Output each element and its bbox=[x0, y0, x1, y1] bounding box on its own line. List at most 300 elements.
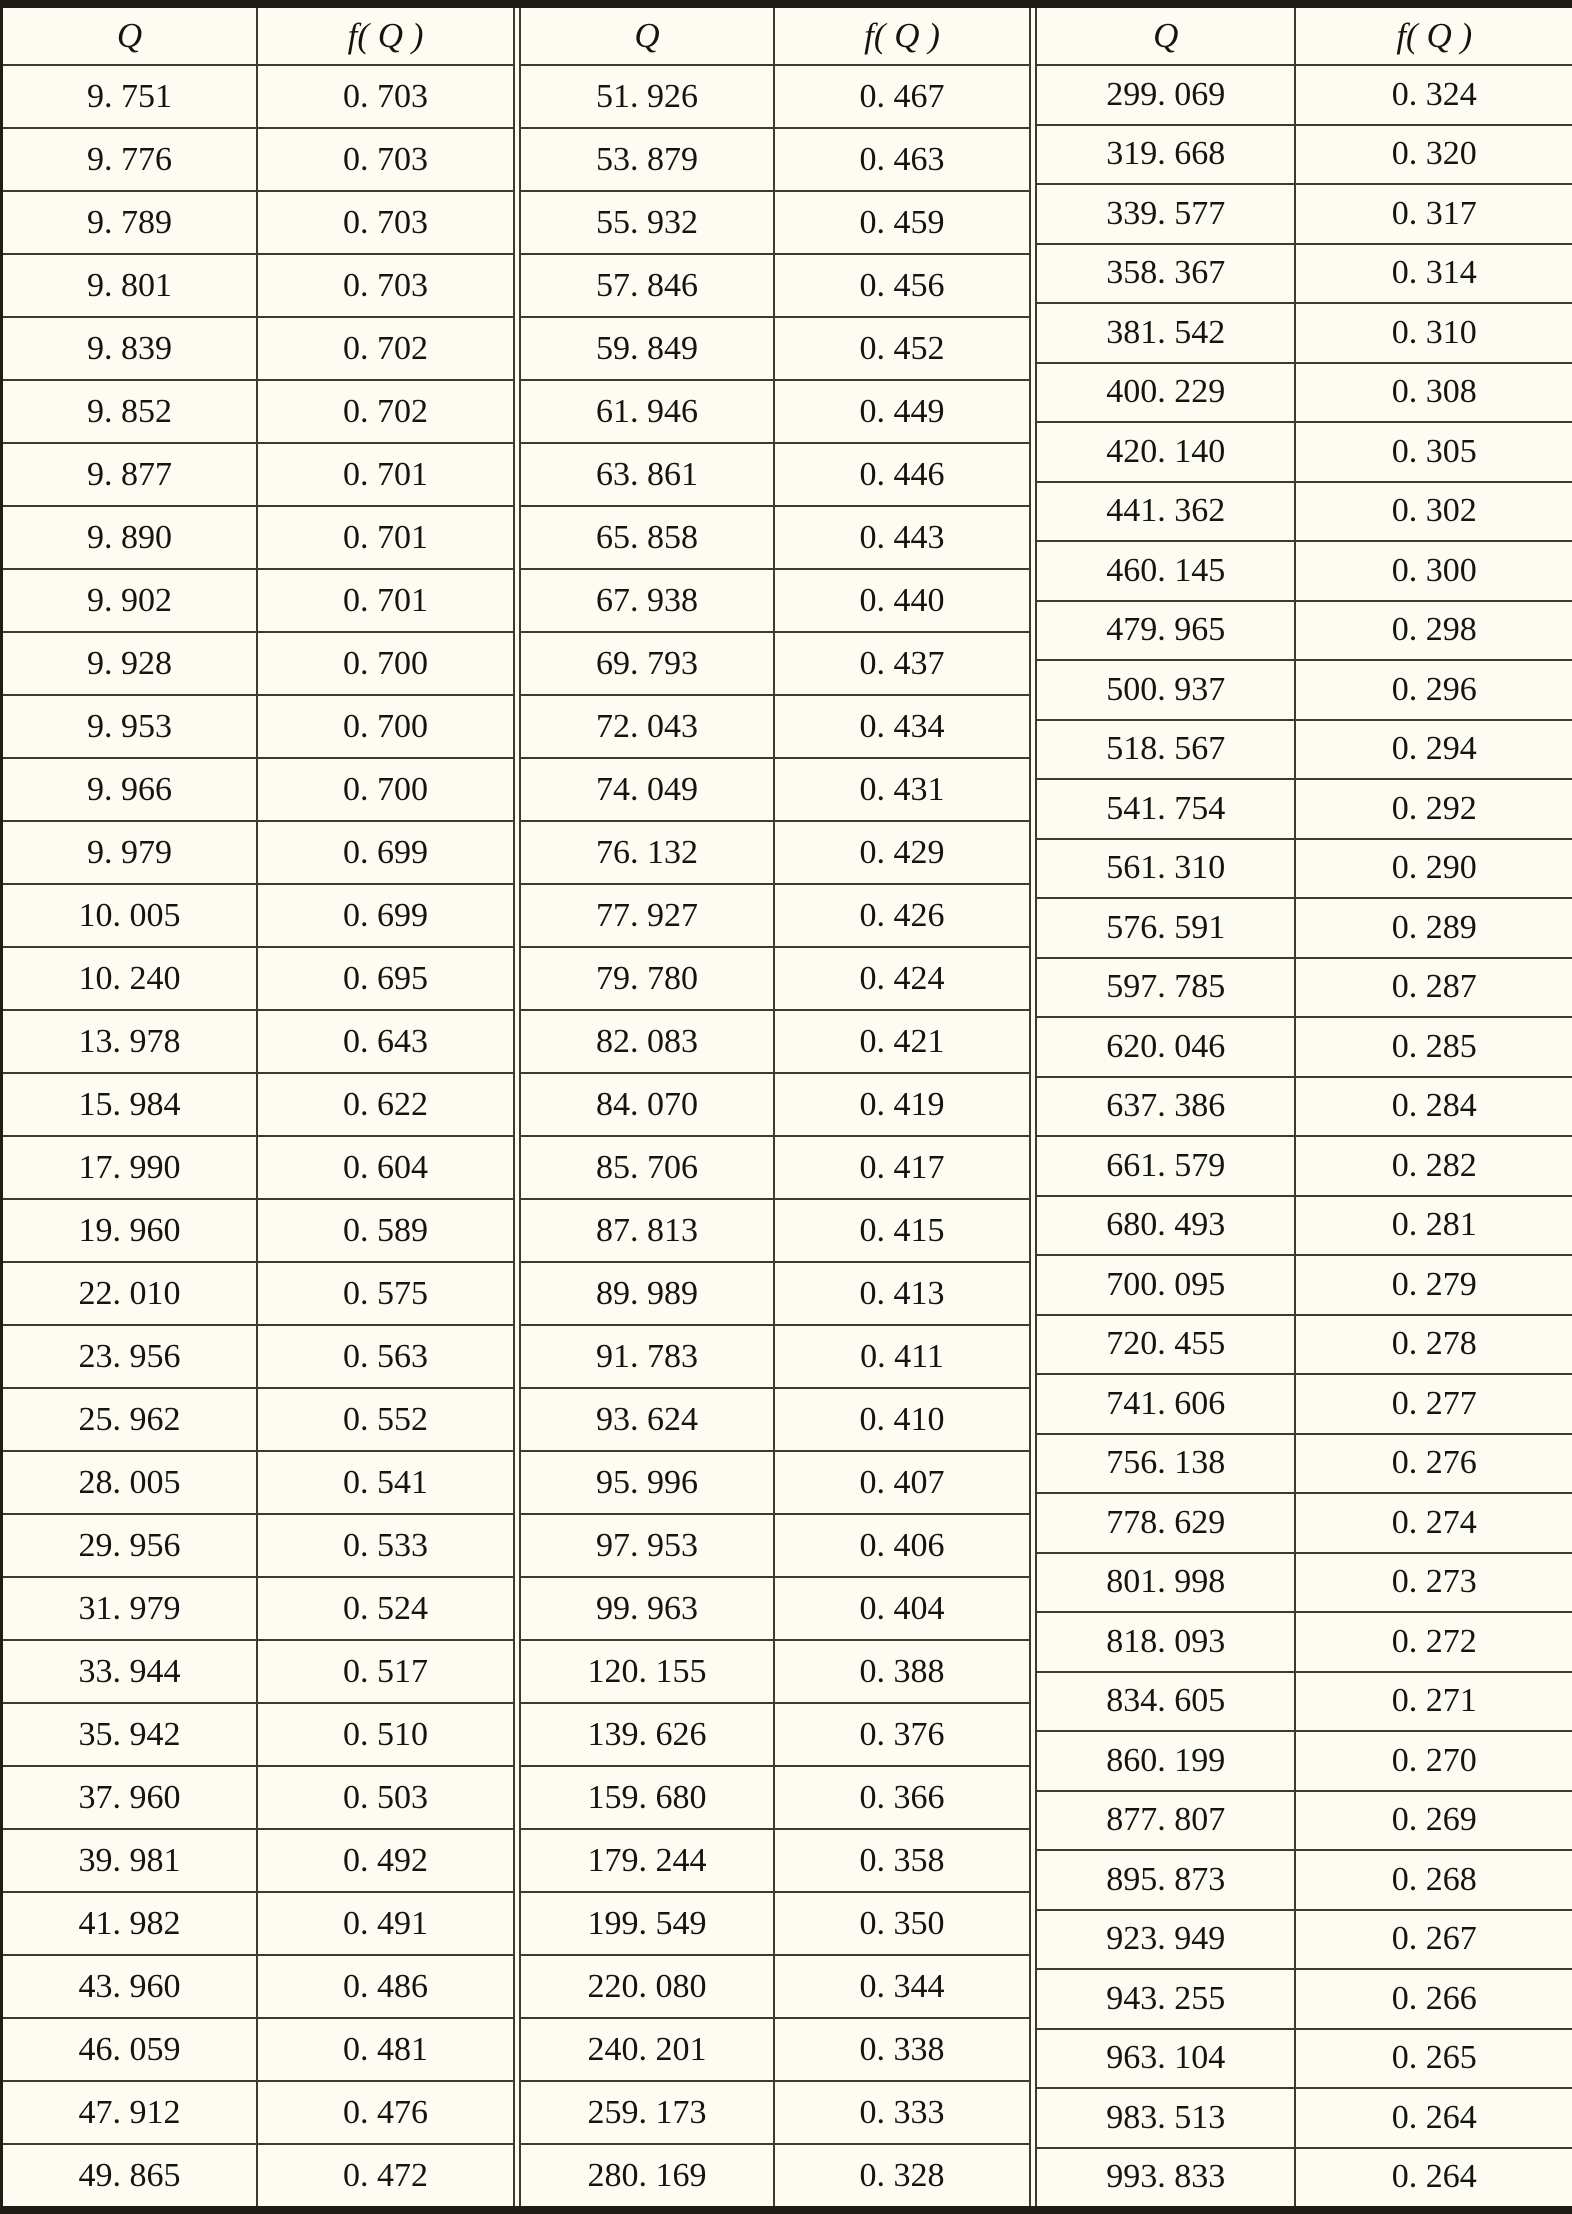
q-value-cell: 17. 990 bbox=[3, 1137, 258, 1198]
fq-value-cell: 0. 407 bbox=[859, 1463, 945, 1501]
table-row bbox=[3, 2082, 513, 2145]
q-value-cell: 19. 960 bbox=[3, 1200, 258, 1261]
table-row bbox=[3, 1074, 513, 1137]
table-row bbox=[521, 1956, 1029, 2019]
q-value-cell: 479. 965 bbox=[1037, 602, 1296, 660]
fq-value-cell: 0. 294 bbox=[1391, 730, 1477, 768]
fq-value-cell: 0. 404 bbox=[859, 1589, 945, 1627]
fq-value-cell: 0. 472 bbox=[343, 2156, 428, 2194]
q-value-cell: 895. 873 bbox=[1037, 1851, 1296, 1909]
fq-value-cell: 0. 703 bbox=[343, 140, 428, 178]
fq-value-cell: 0. 702 bbox=[343, 392, 428, 430]
fq-value-cell: 0. 481 bbox=[343, 2030, 428, 2068]
q-value-cell: 69. 793 bbox=[521, 633, 775, 694]
table-row bbox=[3, 948, 513, 1011]
fq-value-cell: 0. 264 bbox=[1391, 2158, 1477, 2196]
fq-value-cell: 0. 533 bbox=[343, 1526, 428, 1564]
table-row bbox=[1037, 1970, 1572, 2030]
q-value-cell: 53. 879 bbox=[521, 129, 775, 190]
fq-value-cell: 0. 268 bbox=[1391, 1860, 1477, 1898]
table-row bbox=[521, 759, 1029, 822]
table-row bbox=[1037, 1316, 1572, 1376]
q-value-cell: 9. 953 bbox=[3, 696, 258, 757]
fq-value-cell: 0. 376 bbox=[859, 1715, 945, 1753]
table-row bbox=[521, 633, 1029, 696]
fq-value-cell: 0. 279 bbox=[1391, 1265, 1477, 1303]
fq-value-cell: 0. 298 bbox=[1391, 611, 1477, 649]
table-row bbox=[1037, 661, 1572, 721]
table-row bbox=[521, 1578, 1029, 1641]
q-value-cell: 51. 926 bbox=[521, 66, 775, 127]
fq-value-cell: 0. 358 bbox=[859, 1841, 945, 1879]
q-value-cell: 561. 310 bbox=[1037, 840, 1296, 898]
q-value-cell: 400. 229 bbox=[1037, 364, 1296, 422]
table-row bbox=[3, 633, 513, 696]
q-value-cell: 778. 629 bbox=[1037, 1494, 1296, 1552]
q-value-cell: 41. 982 bbox=[3, 1893, 258, 1954]
fq-value-cell: 0. 269 bbox=[1391, 1801, 1477, 1839]
table-row bbox=[521, 948, 1029, 1011]
fq-value-cell: 0. 446 bbox=[859, 455, 945, 493]
fq-value-cell: 0. 366 bbox=[859, 1778, 945, 1816]
fq-value-cell: 0. 310 bbox=[1391, 313, 1477, 351]
q-value-cell: 860. 199 bbox=[1037, 1732, 1296, 1790]
table-row bbox=[3, 1326, 513, 1389]
fq-value-cell: 0. 284 bbox=[1391, 1087, 1477, 1125]
table-row bbox=[1037, 840, 1572, 900]
q-value-cell: 299. 069 bbox=[1037, 66, 1296, 124]
table-row bbox=[3, 2019, 513, 2082]
q-value-cell: 541. 754 bbox=[1037, 780, 1296, 838]
q-value-cell: 801. 998 bbox=[1037, 1554, 1296, 1612]
q-value-cell: 220. 080 bbox=[521, 1956, 775, 2017]
fq-value-cell: 0. 271 bbox=[1391, 1682, 1477, 1720]
fq-value-cell: 0. 622 bbox=[343, 1085, 428, 1123]
q-value-cell: 89. 989 bbox=[521, 1263, 775, 1324]
table-row bbox=[1037, 185, 1572, 245]
fq-value-cell: 0. 285 bbox=[1391, 1027, 1477, 1065]
table-row bbox=[1037, 1792, 1572, 1852]
fq-value-cell: 0. 424 bbox=[859, 959, 945, 997]
table-row bbox=[3, 1515, 513, 1578]
table-row bbox=[1037, 1911, 1572, 1971]
header-q: Q bbox=[3, 8, 258, 64]
q-value-cell: 63. 861 bbox=[521, 444, 775, 505]
q-value-cell: 818. 093 bbox=[1037, 1613, 1296, 1671]
table-row bbox=[3, 129, 513, 192]
table-row bbox=[3, 696, 513, 759]
table-row bbox=[1037, 1494, 1572, 1554]
table-row bbox=[3, 1137, 513, 1200]
header-fq: f( Q ) bbox=[1396, 16, 1473, 55]
q-value-cell: 43. 960 bbox=[3, 1956, 258, 2017]
table-row bbox=[1037, 423, 1572, 483]
table-row bbox=[521, 1893, 1029, 1956]
fq-value-cell: 0. 305 bbox=[1391, 432, 1477, 470]
table-row bbox=[521, 1704, 1029, 1767]
q-value-cell: 10. 005 bbox=[3, 885, 258, 946]
table-row bbox=[1037, 959, 1572, 1019]
fq-value-cell: 0. 333 bbox=[859, 2093, 945, 2131]
fq-value-cell: 0. 552 bbox=[343, 1400, 428, 1438]
q-value-cell: 9. 852 bbox=[3, 381, 258, 442]
q-value-cell: 179. 244 bbox=[521, 1830, 775, 1891]
fq-value-cell: 0. 700 bbox=[343, 770, 428, 808]
q-value-cell: 720. 455 bbox=[1037, 1316, 1296, 1374]
fq-value-cell: 0. 701 bbox=[343, 518, 428, 556]
table-row bbox=[3, 1956, 513, 2019]
q-value-cell: 22. 010 bbox=[3, 1263, 258, 1324]
table-row bbox=[521, 1074, 1029, 1137]
table-row bbox=[1037, 2149, 1572, 2207]
q-value-cell: 15. 984 bbox=[3, 1074, 258, 1135]
table-row bbox=[521, 1326, 1029, 1389]
q-value-cell: 700. 095 bbox=[1037, 1256, 1296, 1314]
q-value-cell: 23. 956 bbox=[3, 1326, 258, 1387]
q-value-cell: 319. 668 bbox=[1037, 126, 1296, 184]
fq-value-cell: 0. 434 bbox=[859, 707, 945, 745]
fq-value-cell: 0. 437 bbox=[859, 644, 945, 682]
fq-value-cell: 0. 266 bbox=[1391, 1979, 1477, 2017]
table-row bbox=[3, 381, 513, 444]
fq-value-cell: 0. 300 bbox=[1391, 551, 1477, 589]
fq-value-cell: 0. 406 bbox=[859, 1526, 945, 1564]
fq-value-cell: 0. 510 bbox=[343, 1715, 428, 1753]
q-value-cell: 441. 362 bbox=[1037, 483, 1296, 541]
header-row bbox=[521, 8, 1029, 66]
q-value-cell: 834. 605 bbox=[1037, 1673, 1296, 1731]
table-row bbox=[1037, 2030, 1572, 2090]
q-value-cell: 28. 005 bbox=[3, 1452, 258, 1513]
q-value-cell: 61. 946 bbox=[521, 381, 775, 442]
fq-value-cell: 0. 413 bbox=[859, 1274, 945, 1312]
q-value-cell: 47. 912 bbox=[3, 2082, 258, 2143]
fq-value-cell: 0. 270 bbox=[1391, 1741, 1477, 1779]
header-fq: f( Q ) bbox=[347, 16, 424, 55]
table-row bbox=[1037, 483, 1572, 543]
q-value-cell: 741. 606 bbox=[1037, 1375, 1296, 1433]
fq-value-cell: 0. 701 bbox=[343, 455, 428, 493]
q-value-cell: 77. 927 bbox=[521, 885, 775, 946]
table-row bbox=[1037, 1197, 1572, 1257]
fq-value-cell: 0. 296 bbox=[1391, 670, 1477, 708]
fq-value-cell: 0. 277 bbox=[1391, 1384, 1477, 1422]
table-row bbox=[1037, 364, 1572, 424]
q-value-cell: 620. 046 bbox=[1037, 1018, 1296, 1076]
q-value-cell: 9. 839 bbox=[3, 318, 258, 379]
table-row bbox=[521, 255, 1029, 318]
fq-value-cell: 0. 517 bbox=[343, 1652, 428, 1690]
fq-value-cell: 0. 278 bbox=[1391, 1325, 1477, 1363]
fq-value-cell: 0. 700 bbox=[343, 644, 428, 682]
table-row bbox=[521, 2019, 1029, 2082]
table-row bbox=[1037, 1435, 1572, 1495]
fq-value-cell: 0. 443 bbox=[859, 518, 945, 556]
table-row bbox=[521, 1011, 1029, 1074]
q-value-cell: 9. 877 bbox=[3, 444, 258, 505]
fq-value-cell: 0. 604 bbox=[343, 1148, 428, 1186]
fq-value-cell: 0. 541 bbox=[343, 1463, 428, 1501]
table-row bbox=[1037, 304, 1572, 364]
q-value-cell: 74. 049 bbox=[521, 759, 775, 820]
fq-value-cell: 0. 503 bbox=[343, 1778, 428, 1816]
q-value-cell: 85. 706 bbox=[521, 1137, 775, 1198]
q-value-cell: 25. 962 bbox=[3, 1389, 258, 1450]
q-value-cell: 87. 813 bbox=[521, 1200, 775, 1261]
fq-value-cell: 0. 492 bbox=[343, 1841, 428, 1879]
fq-value-cell: 0. 388 bbox=[859, 1652, 945, 1690]
q-value-cell: 9. 928 bbox=[3, 633, 258, 694]
fq-value-cell: 0. 421 bbox=[859, 1022, 945, 1060]
table-row bbox=[3, 1200, 513, 1263]
q-value-cell: 120. 155 bbox=[521, 1641, 775, 1702]
q-value-cell: 9. 902 bbox=[3, 570, 258, 631]
q-value-cell: 259. 173 bbox=[521, 2082, 775, 2143]
q-value-cell: 97. 953 bbox=[521, 1515, 775, 1576]
q-value-cell: 983. 513 bbox=[1037, 2089, 1296, 2147]
table-row bbox=[1037, 1078, 1572, 1138]
q-value-cell: 55. 932 bbox=[521, 192, 775, 253]
table-row bbox=[1037, 602, 1572, 662]
fq-value-cell: 0. 459 bbox=[859, 203, 945, 241]
q-value-cell: 661. 579 bbox=[1037, 1137, 1296, 1195]
header-row bbox=[3, 8, 513, 66]
fq-value-cell: 0. 452 bbox=[859, 329, 945, 367]
fq-value-cell: 0. 292 bbox=[1391, 789, 1477, 827]
table-row bbox=[3, 822, 513, 885]
fq-value-cell: 0. 449 bbox=[859, 392, 945, 430]
table-row bbox=[1037, 66, 1572, 126]
table-row bbox=[3, 1704, 513, 1767]
table-row bbox=[521, 696, 1029, 759]
table-row bbox=[521, 129, 1029, 192]
table-row bbox=[1037, 245, 1572, 305]
fq-value-cell: 0. 701 bbox=[343, 581, 428, 619]
q-value-cell: 381. 542 bbox=[1037, 304, 1296, 362]
table-row bbox=[1037, 126, 1572, 186]
table-row bbox=[3, 1389, 513, 1452]
header-q: Q bbox=[1037, 8, 1296, 64]
fq-value-cell: 0. 417 bbox=[859, 1148, 945, 1186]
q-value-cell: 923. 949 bbox=[1037, 1911, 1296, 1969]
fq-value-cell: 0. 476 bbox=[343, 2093, 428, 2131]
table-row bbox=[521, 1767, 1029, 1830]
table-row bbox=[1037, 1018, 1572, 1078]
q-value-cell: 576. 591 bbox=[1037, 899, 1296, 957]
q-value-cell: 65. 858 bbox=[521, 507, 775, 568]
fq-value-cell: 0. 589 bbox=[343, 1211, 428, 1249]
q-value-cell: 877. 807 bbox=[1037, 1792, 1296, 1850]
header-fq: f( Q ) bbox=[864, 16, 940, 55]
table-row bbox=[521, 2145, 1029, 2206]
table-row bbox=[1037, 1137, 1572, 1197]
table-row bbox=[1037, 2089, 1572, 2149]
table-row bbox=[521, 1830, 1029, 1893]
q-value-cell: 420. 140 bbox=[1037, 423, 1296, 481]
q-value-cell: 280. 169 bbox=[521, 2145, 775, 2206]
fq-value-cell: 0. 344 bbox=[859, 1967, 945, 2005]
fq-value-cell: 0. 317 bbox=[1391, 194, 1477, 232]
fq-value-cell: 0. 287 bbox=[1391, 968, 1477, 1006]
table-row bbox=[521, 192, 1029, 255]
q-value-cell: 31. 979 bbox=[3, 1578, 258, 1639]
fq-value-cell: 0. 273 bbox=[1391, 1563, 1477, 1601]
fq-value-cell: 0. 281 bbox=[1391, 1206, 1477, 1244]
q-value-cell: 72. 043 bbox=[521, 696, 775, 757]
q-value-cell: 597. 785 bbox=[1037, 959, 1296, 1017]
q-value-cell: 67. 938 bbox=[521, 570, 775, 631]
table-row bbox=[521, 507, 1029, 570]
fq-value-cell: 0. 324 bbox=[1391, 75, 1477, 113]
q-value-cell: 35. 942 bbox=[3, 1704, 258, 1765]
table-row bbox=[3, 1263, 513, 1326]
table-row bbox=[1037, 1613, 1572, 1673]
q-value-cell: 84. 070 bbox=[521, 1074, 775, 1135]
table-group-2 bbox=[519, 8, 1031, 2206]
table-row bbox=[3, 1893, 513, 1956]
table-row bbox=[521, 381, 1029, 444]
table-row bbox=[3, 2145, 513, 2206]
fq-value-cell: 0. 290 bbox=[1391, 849, 1477, 887]
fq-value-cell: 0. 467 bbox=[859, 77, 945, 115]
fq-value-cell: 0. 272 bbox=[1391, 1622, 1477, 1660]
fq-value-cell: 0. 703 bbox=[343, 77, 428, 115]
table-row bbox=[521, 2082, 1029, 2145]
table-row bbox=[3, 1830, 513, 1893]
table-row bbox=[521, 1452, 1029, 1515]
q-value-cell: 49. 865 bbox=[3, 2145, 258, 2206]
fq-value-cell: 0. 264 bbox=[1391, 2098, 1477, 2136]
table-row bbox=[1037, 1673, 1572, 1733]
q-value-cell: 518. 567 bbox=[1037, 721, 1296, 779]
table-row bbox=[521, 1641, 1029, 1704]
fq-value-cell: 0. 419 bbox=[859, 1085, 945, 1123]
fq-value-cell: 0. 411 bbox=[860, 1337, 944, 1375]
fq-value-cell: 0. 456 bbox=[859, 266, 945, 304]
table-row bbox=[521, 1263, 1029, 1326]
fq-value-cell: 0. 440 bbox=[859, 581, 945, 619]
table-row bbox=[1037, 1256, 1572, 1316]
fq-value-cell: 0. 486 bbox=[343, 1967, 428, 2005]
q-value-cell: 10. 240 bbox=[3, 948, 258, 1009]
q-value-cell: 339. 577 bbox=[1037, 185, 1296, 243]
table-row bbox=[3, 759, 513, 822]
table-row bbox=[3, 1452, 513, 1515]
q-value-cell: 993. 833 bbox=[1037, 2149, 1296, 2207]
header-q: Q bbox=[521, 8, 775, 64]
fq-value-cell: 0. 282 bbox=[1391, 1146, 1477, 1184]
fq-value-cell: 0. 429 bbox=[859, 833, 945, 871]
fq-value-cell: 0. 350 bbox=[859, 1904, 945, 1942]
fq-value-cell: 0. 338 bbox=[859, 2030, 945, 2068]
fq-value-cell: 0. 276 bbox=[1391, 1444, 1477, 1482]
q-value-cell: 91. 783 bbox=[521, 1326, 775, 1387]
table-row bbox=[3, 570, 513, 633]
table-group-1 bbox=[3, 8, 515, 2206]
table-row bbox=[521, 318, 1029, 381]
table-row bbox=[521, 885, 1029, 948]
q-value-cell: 9. 966 bbox=[3, 759, 258, 820]
table-row bbox=[1037, 721, 1572, 781]
table-row bbox=[3, 318, 513, 381]
fq-value-cell: 0. 699 bbox=[343, 896, 428, 934]
table-row bbox=[3, 66, 513, 129]
table-row bbox=[1037, 1375, 1572, 1435]
table-row bbox=[3, 507, 513, 570]
table-row bbox=[1037, 1732, 1572, 1792]
q-value-cell: 9. 890 bbox=[3, 507, 258, 568]
fq-value-cell: 0. 695 bbox=[343, 959, 428, 997]
table-row bbox=[521, 1389, 1029, 1452]
table-row bbox=[521, 444, 1029, 507]
fq-value-cell: 0. 415 bbox=[859, 1211, 945, 1249]
table-row bbox=[521, 822, 1029, 885]
table-row bbox=[1037, 899, 1572, 959]
q-value-cell: 33. 944 bbox=[3, 1641, 258, 1702]
fq-value-cell: 0. 575 bbox=[343, 1274, 428, 1312]
fq-value-cell: 0. 410 bbox=[859, 1400, 945, 1438]
fq-value-cell: 0. 431 bbox=[859, 770, 945, 808]
table-row bbox=[3, 444, 513, 507]
q-value-cell: 76. 132 bbox=[521, 822, 775, 883]
q-value-cell: 46. 059 bbox=[3, 2019, 258, 2080]
table-row bbox=[1037, 780, 1572, 840]
fq-value-cell: 0. 274 bbox=[1391, 1503, 1477, 1541]
fq-value-cell: 0. 643 bbox=[343, 1022, 428, 1060]
fq-value-cell: 0. 563 bbox=[343, 1337, 428, 1375]
fq-value-cell: 0. 314 bbox=[1391, 254, 1477, 292]
q-value-cell: 159. 680 bbox=[521, 1767, 775, 1828]
table-row bbox=[3, 1011, 513, 1074]
table-row bbox=[3, 192, 513, 255]
q-value-cell: 79. 780 bbox=[521, 948, 775, 1009]
table-row bbox=[521, 1200, 1029, 1263]
q-value-cell: 9. 789 bbox=[3, 192, 258, 253]
q-value-cell: 57. 846 bbox=[521, 255, 775, 316]
q-value-cell: 637. 386 bbox=[1037, 1078, 1296, 1136]
q-value-cell: 39. 981 bbox=[3, 1830, 258, 1891]
table-row bbox=[3, 1641, 513, 1704]
fq-value-cell: 0. 320 bbox=[1391, 135, 1477, 173]
q-value-cell: 199. 549 bbox=[521, 1893, 775, 1954]
table-row bbox=[3, 1578, 513, 1641]
q-value-cell: 9. 776 bbox=[3, 129, 258, 190]
q-value-cell: 240. 201 bbox=[521, 2019, 775, 2080]
table-group-3 bbox=[1035, 8, 1572, 2206]
fq-value-cell: 0. 308 bbox=[1391, 373, 1477, 411]
fq-value-cell: 0. 265 bbox=[1391, 2039, 1477, 2077]
q-value-cell: 82. 083 bbox=[521, 1011, 775, 1072]
fq-value-cell: 0. 699 bbox=[343, 833, 428, 871]
q-value-cell: 59. 849 bbox=[521, 318, 775, 379]
fq-value-cell: 0. 703 bbox=[343, 203, 428, 241]
fq-value-cell: 0. 463 bbox=[859, 140, 945, 178]
fq-value-cell: 0. 702 bbox=[343, 329, 428, 367]
table-row bbox=[3, 1767, 513, 1830]
table-row bbox=[1037, 1851, 1572, 1911]
q-value-cell: 13. 978 bbox=[3, 1011, 258, 1072]
table-row bbox=[3, 885, 513, 948]
fq-value-cell: 0. 328 bbox=[859, 2156, 945, 2194]
table-row bbox=[3, 255, 513, 318]
fq-value-cell: 0. 289 bbox=[1391, 908, 1477, 946]
q-value-cell: 963. 104 bbox=[1037, 2030, 1296, 2088]
q-value-cell: 460. 145 bbox=[1037, 542, 1296, 600]
q-value-cell: 95. 996 bbox=[521, 1452, 775, 1513]
header-row bbox=[1037, 8, 1572, 66]
q-value-cell: 680. 493 bbox=[1037, 1197, 1296, 1255]
q-value-cell: 37. 960 bbox=[3, 1767, 258, 1828]
